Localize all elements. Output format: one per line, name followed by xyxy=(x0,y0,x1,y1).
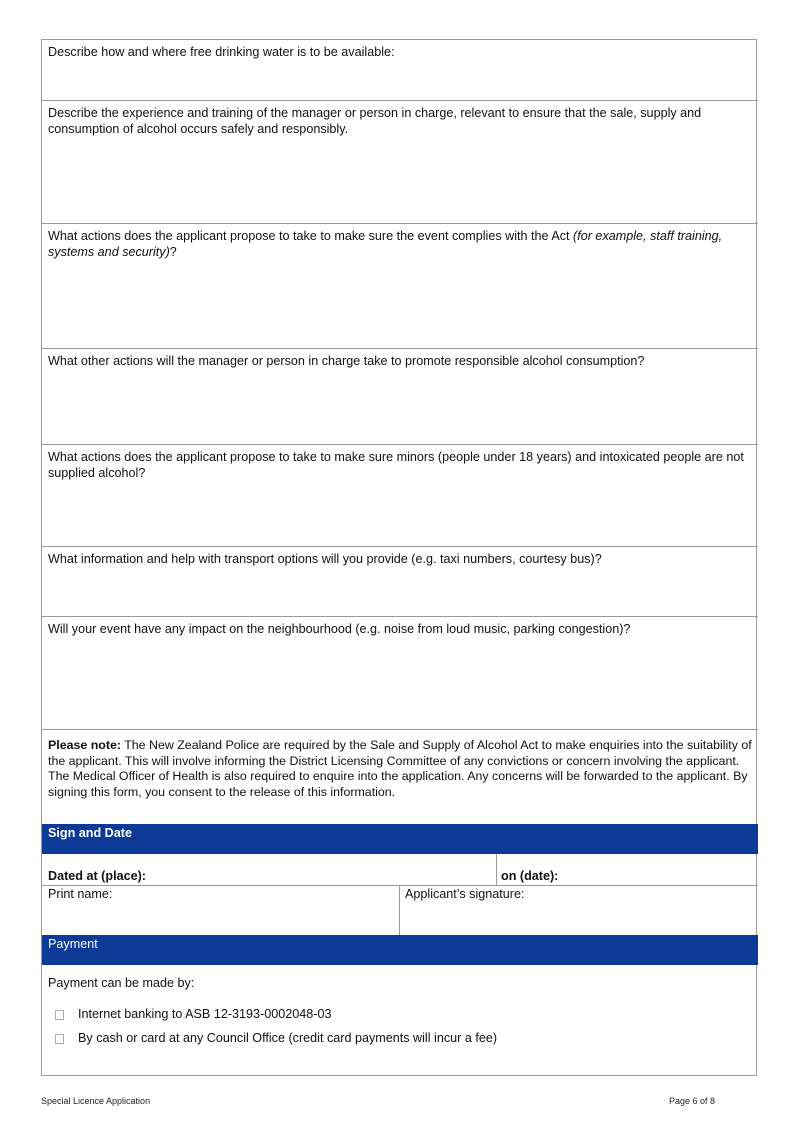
compliance-actions-label xyxy=(48,228,752,260)
compliance-actions-end: ? xyxy=(169,245,177,259)
compliance-actions-field[interactable] xyxy=(42,224,758,349)
sign-and-date-header: Sign and Date xyxy=(42,824,758,854)
footer-title: Special Licence Application xyxy=(41,1096,151,1106)
compliance-actions-example: (for example, staff training, systems and security) xyxy=(48,229,723,259)
signature-label: Applicant’s signature: xyxy=(405,887,525,901)
neighbourhood-impact-field[interactable] xyxy=(42,617,758,730)
transport-options-label: What information and help with transport options will you provide (e.g. taxi numbers, courtesy bus)? xyxy=(48,552,602,566)
application-form xyxy=(41,39,757,1076)
dated-at-field[interactable] xyxy=(42,854,497,886)
manager-experience-field[interactable] xyxy=(42,101,758,224)
payment-option xyxy=(55,1031,497,1045)
date-label: on (date): xyxy=(501,869,559,883)
police-note xyxy=(42,730,758,808)
minors-intoxicated-field[interactable] xyxy=(42,445,758,547)
note-label: Please note: xyxy=(48,738,121,752)
print-name-field[interactable] xyxy=(42,886,400,935)
responsible-consumption-field[interactable] xyxy=(42,349,758,445)
note-text: The New Zealand Police are required by the Sale and Supply of Alcohol Act to make enquiries into the suitability of the applicant. This will involve informing the District Licensing Committee of any convictions or concern involving the applicant. The Medical Officer of Health is also required to enquire into the application. Any concerns will be forwarded to the applicant. By signing this form, you consent to the release of this information. xyxy=(48,738,752,799)
checkbox-icon[interactable] xyxy=(55,1010,64,1020)
drinking-water-field[interactable] xyxy=(42,40,758,101)
minors-intoxicated-label: What actions does the applicant propose to take to make sure minors (people under 18 years) and intoxicated people are not supplied alcohol? xyxy=(48,450,744,480)
manager-experience-label: Describe the experience and training of the manager or person in charge, relevant to ensure that the sale, supply and consumption of alcohol occurs safely and responsibly. xyxy=(48,106,702,136)
signature-field[interactable] xyxy=(400,886,758,935)
payment-option xyxy=(55,1007,331,1021)
checkbox-icon[interactable] xyxy=(55,1034,64,1044)
payment-option-label: By cash or card at any Council Office (credit card payments will incur a fee) xyxy=(78,1031,498,1045)
neighbourhood-impact-label: Will your event have any impact on the neighbourhood (e.g. noise from loud music, parking congestion)? xyxy=(48,622,631,636)
print-name-label: Print name: xyxy=(48,887,113,901)
payment-header: Payment xyxy=(42,935,758,965)
page-number: Page 6 of 8 xyxy=(669,1096,716,1106)
responsible-consumption-label: What other actions will the manager or person in charge take to promote responsible alcohol consumption? xyxy=(48,354,645,368)
transport-options-field[interactable] xyxy=(42,547,758,617)
payment-intro: Payment can be made by: xyxy=(48,976,195,990)
compliance-actions-text: What actions does the applicant propose to take to make sure the event complies with the Act xyxy=(48,229,574,243)
date-field[interactable] xyxy=(497,854,758,886)
drinking-water-label: Describe how and where free drinking water is to be available: xyxy=(48,45,395,59)
dated-at-label: Dated at (place): xyxy=(48,869,146,883)
payment-option-label: Internet banking to ASB 12-3193-0002048-03 xyxy=(78,1007,332,1021)
